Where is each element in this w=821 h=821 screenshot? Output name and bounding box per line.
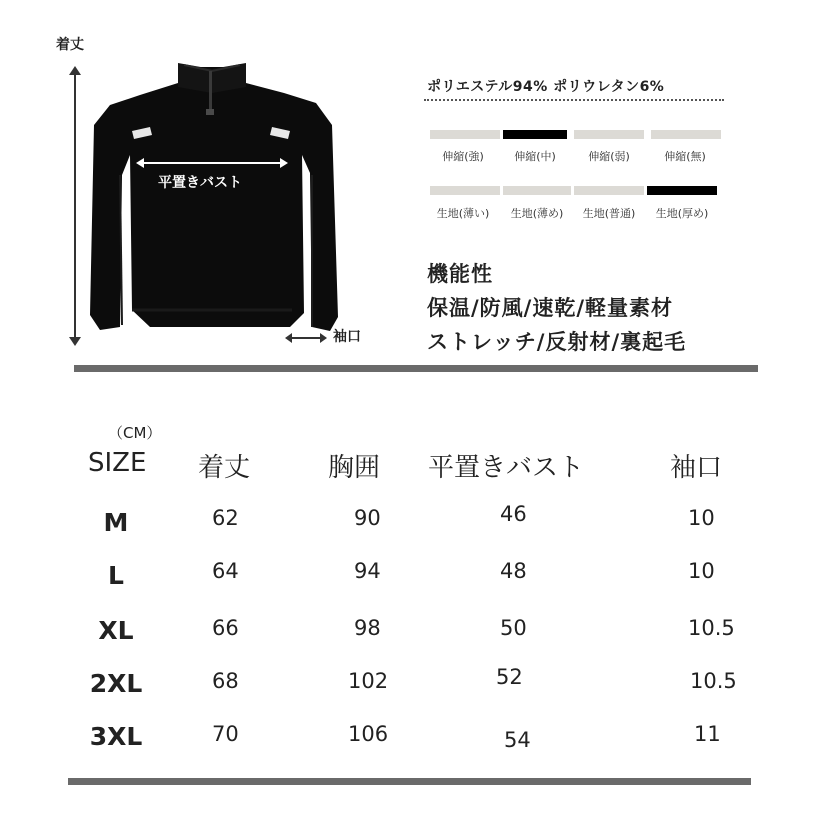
bust-arrow-right-icon xyxy=(280,158,288,168)
size-cell-cuff: 10.5 xyxy=(690,669,737,693)
bust-label: 平置きバスト xyxy=(158,175,242,191)
size-cell-chest: 90 xyxy=(354,506,381,530)
features-line-1: 保温/防風/速乾/軽量素材 xyxy=(427,296,674,320)
header-cuff: 袖口 xyxy=(670,453,723,483)
length-line xyxy=(74,72,76,342)
thickness-bar-3 xyxy=(647,186,717,195)
unit-label: （CM） xyxy=(108,424,162,442)
size-cell-chest: 106 xyxy=(348,722,389,746)
length-label: 着丈 xyxy=(56,37,84,53)
features-title: 機能性 xyxy=(427,262,493,286)
divider-bottom xyxy=(68,778,751,785)
size-cell-bust: 52 xyxy=(496,665,523,689)
size-cell-chest: 98 xyxy=(354,616,381,640)
size-cell-bust: 50 xyxy=(500,616,527,640)
stretch-label-2: 伸縮(弱) xyxy=(588,150,630,163)
size-label: L xyxy=(108,561,124,590)
header-chest: 胸囲 xyxy=(328,453,381,483)
size-cell-bust: 54 xyxy=(504,728,531,752)
size-label: XL xyxy=(98,616,134,645)
cuff-line xyxy=(290,337,320,339)
stretch-bar-2 xyxy=(574,130,644,139)
size-cell-length: 68 xyxy=(212,669,239,693)
size-cell-bust: 46 xyxy=(500,502,527,526)
stretch-bar-3 xyxy=(651,130,721,139)
stretch-label-0: 伸縮(強) xyxy=(442,150,484,163)
thickness-bar-1 xyxy=(503,186,571,195)
material-underline xyxy=(424,99,724,101)
size-cell-cuff: 11 xyxy=(694,722,721,746)
size-label: 2XL xyxy=(89,669,143,698)
cuff-label: 袖口 xyxy=(333,329,361,345)
cuff-arrow-right-icon xyxy=(320,333,327,343)
header-length: 着丈 xyxy=(198,453,251,483)
size-cell-cuff: 10.5 xyxy=(688,616,735,640)
bust-line xyxy=(142,162,280,164)
size-label: 3XL xyxy=(89,722,143,751)
header-bust: 平置きバスト xyxy=(428,453,585,483)
size-cell-length: 64 xyxy=(212,559,239,583)
size-cell-length: 66 xyxy=(212,616,239,640)
size-cell-length: 70 xyxy=(212,722,239,746)
thickness-label-2: 生地(普通) xyxy=(582,207,636,220)
size-cell-cuff: 10 xyxy=(688,559,715,583)
thickness-label-1: 生地(薄め) xyxy=(510,207,564,220)
stretch-bar-0 xyxy=(430,130,500,139)
size-cell-chest: 102 xyxy=(348,669,389,693)
size-cell-chest: 94 xyxy=(354,559,381,583)
shirt-image xyxy=(80,55,345,345)
thickness-bar-2 xyxy=(574,186,644,195)
size-label: M xyxy=(103,508,129,537)
stretch-label-3: 伸縮(無) xyxy=(664,150,706,163)
size-cell-bust: 48 xyxy=(500,559,527,583)
size-cell-cuff: 10 xyxy=(688,506,715,530)
material-text: ポリエステル94% ポリウレタン6% xyxy=(427,79,665,95)
thickness-label-0: 生地(薄い) xyxy=(436,207,490,220)
features-line-2: ストレッチ/反射材/裏起毛 xyxy=(427,330,687,354)
stretch-bar-1 xyxy=(503,130,567,139)
thickness-bar-0 xyxy=(430,186,500,195)
stretch-label-1: 伸縮(中) xyxy=(514,150,556,163)
thickness-label-3: 生地(厚め) xyxy=(655,207,709,220)
header-size: SIZE xyxy=(88,448,147,478)
size-cell-length: 62 xyxy=(212,506,239,530)
divider-top xyxy=(74,365,758,372)
